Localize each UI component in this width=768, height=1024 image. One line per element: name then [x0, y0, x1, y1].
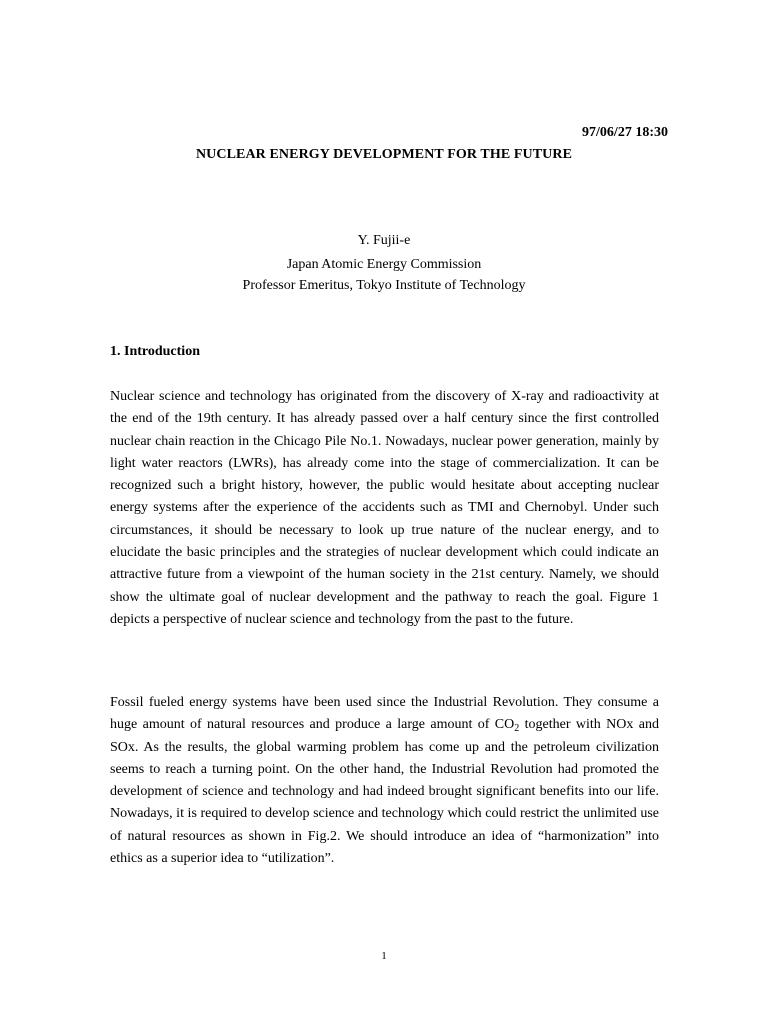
paragraph-2-text-start: Fossil fueled energy systems have been used since the Industrial Revolution. They consume a huge amount of natural resources and produce a large amount of CO — [110, 695, 659, 733]
affiliation-line-1: Japan Atomic Energy Commission — [286, 257, 482, 272]
page-number: 1 — [381, 950, 387, 962]
author-name: Y. Fujii-e — [357, 233, 411, 248]
co2-subscript: 2 — [514, 723, 520, 735]
paragraph-2 — [110, 692, 659, 870]
paragraph-1: Nuclear science and technology has originated from the discovery of X-ray and radioactivity at the end of the 19th century. It has already passed over a half century since the first controlled nuclear chain reaction in the Chicago Pile No.1. Nowadays, nuclear power generation, mainly by light water reactors (LWRs), has already come into the stage of commercialization. It can be recognized such a bright history, however, the public would hesitate about accepting nuclear energy systems after the experience of the accidents such as TMI and Chernobyl. Under such circumstances, it should be necessary to look up true nature of the nuclear energy, and to elucidate the basic principles and the strategies of nuclear development which could indicate an attractive future from a viewpoint of the human society in the 21st century. Namely, we should show the ultimate goal of nuclear development and the pathway to reach the goal. Figure 1 depicts a perspective of nuclear science and technology from the past to the future. — [110, 389, 659, 627]
section-heading: 1. Introduction — [110, 344, 200, 359]
document-title: NUCLEAR ENERGY DEVELOPMENT FOR THE FUTURE — [195, 147, 573, 162]
affiliation-line-2: Professor Emeritus, Tokyo Institute of Technology — [242, 278, 526, 293]
datestamp: 97/06/27 18:30 — [582, 125, 668, 140]
paragraph-2-text-end: together with NOx and SOx. As the results, the global warming problem has come up and the petroleum civilization seems to reach a turning point. On the other hand, the Industrial Revolution had promoted the development of science and technology and had indeed brought significant benefits into our life. Nowadays, it is required to develop science and technology which could restrict the unlimited use of natural resources as shown in Fig.2. We should introduce an idea of “harmonization” into ethics as a superior idea to “utilization”. — [110, 717, 659, 867]
